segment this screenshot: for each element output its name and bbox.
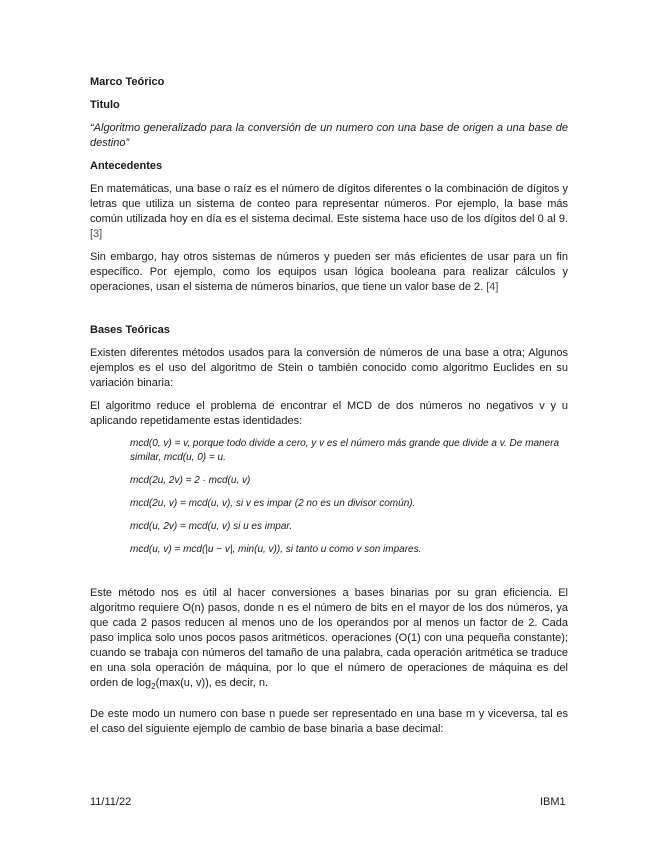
footer-date: 11/11/22: [90, 796, 132, 808]
identity-item: mcd(2u, 2v) = 2 · mcd(u, v): [130, 475, 251, 486]
citation-3: [3]: [90, 228, 103, 240]
identities-list: [130, 437, 568, 557]
bases-paragraph-1: Existen diferentes métodos usados para la conversión de números de una base a otra; Algunos ejemplos es el uso del algoritmo de Stein o también conocido como algoritmo Euclides en su variación binaria:: [90, 347, 568, 389]
bases-paragraph-2: El algoritmo reduce el problema de encontrar el MCD de dos números no negativos v y u aplicando repetidamente estas identidades:: [90, 400, 568, 427]
antecedentes-heading: Antecedentes: [90, 160, 163, 172]
final-paragraph: De este modo un numero con base n puede ser representado en una base m y viceversa, tal es el caso del siguiente ejemplo de cambio de base binaria a base decimal:: [90, 708, 568, 735]
titulo-heading: Titulo: [90, 99, 120, 111]
metodo-paragraph-text: Este método nos es útil al hacer conversiones a bases binarias por su gran eficiencia. El algoritmo requiere O(n) pasos, donde n es el número de bits en el mayor de los dos números, ya que cada 2 pasos reducen al menos uno de los operandos por al menos un factor de 2. Cada paso implica solo unos pocos pasos aritméticos. operaciones (O(1) con una pequeña constante); cuando se trabaja con números del tamaño de una palabra, cada operación aritmética se traduce en una sola operación de máquina, por lo que el número de operaciones de máquina es del orden de log: [90, 587, 568, 689]
citation-4: [4]: [486, 281, 499, 293]
identity-item: mcd(u, 2v) = mcd(u, v) si u es impar.: [130, 521, 293, 532]
log-subscript: 2: [151, 682, 156, 692]
antecedentes-paragraph-1: [90, 182, 568, 242]
antecedentes-paragraph-2: [90, 250, 568, 295]
metodo-paragraph: [90, 586, 568, 691]
identity-item: mcd(u, v) = mcd(|u − v|, min(u, v)), si tanto u como v son impares.: [130, 544, 422, 555]
titulo-text: “Algoritmo generalizado para la conversión de un numero con una base de origen a una base de destino”: [90, 122, 568, 149]
document-body: [90, 75, 568, 745]
antecedentes-paragraph-2-text: Sin embargo, hay otros sistemas de números y pueden ser más eficientes de usar para un fin específico. Por ejemplo, como los equipos usan lógica booleana para realizar cálculos y operaciones, usan el sistema de números binarios, que tiene un valor base de 2.: [90, 251, 568, 293]
footer-label: IBM1: [540, 796, 566, 808]
metodo-paragraph-tail: (max(u, v)), es decir, n.: [155, 677, 269, 689]
identity-item: mcd(0, v) = v, porque todo divide a cero, y v es el número más grande que divide a v. De manera similar, mcd(u, 0) = u.: [130, 438, 560, 463]
bases-teoricas-heading: Bases Teóricas: [90, 324, 170, 336]
antecedentes-paragraph-1-text: En matemáticas, una base o raíz es el número de dígitos diferentes o la combinación de dígitos y letras que utiliza un sistema de conteo para representar números. Por ejemplo, la base más común utilizada hoy en día es el sistema decimal. Este sistema hace uso de los dígitos del 0 al 9.: [90, 183, 568, 225]
marco-teorico-heading: Marco Teórico: [90, 76, 165, 88]
identity-item: mcd(2u, v) = mcd(u, v), si v es impar (2 no es un divisor común).: [130, 498, 416, 509]
